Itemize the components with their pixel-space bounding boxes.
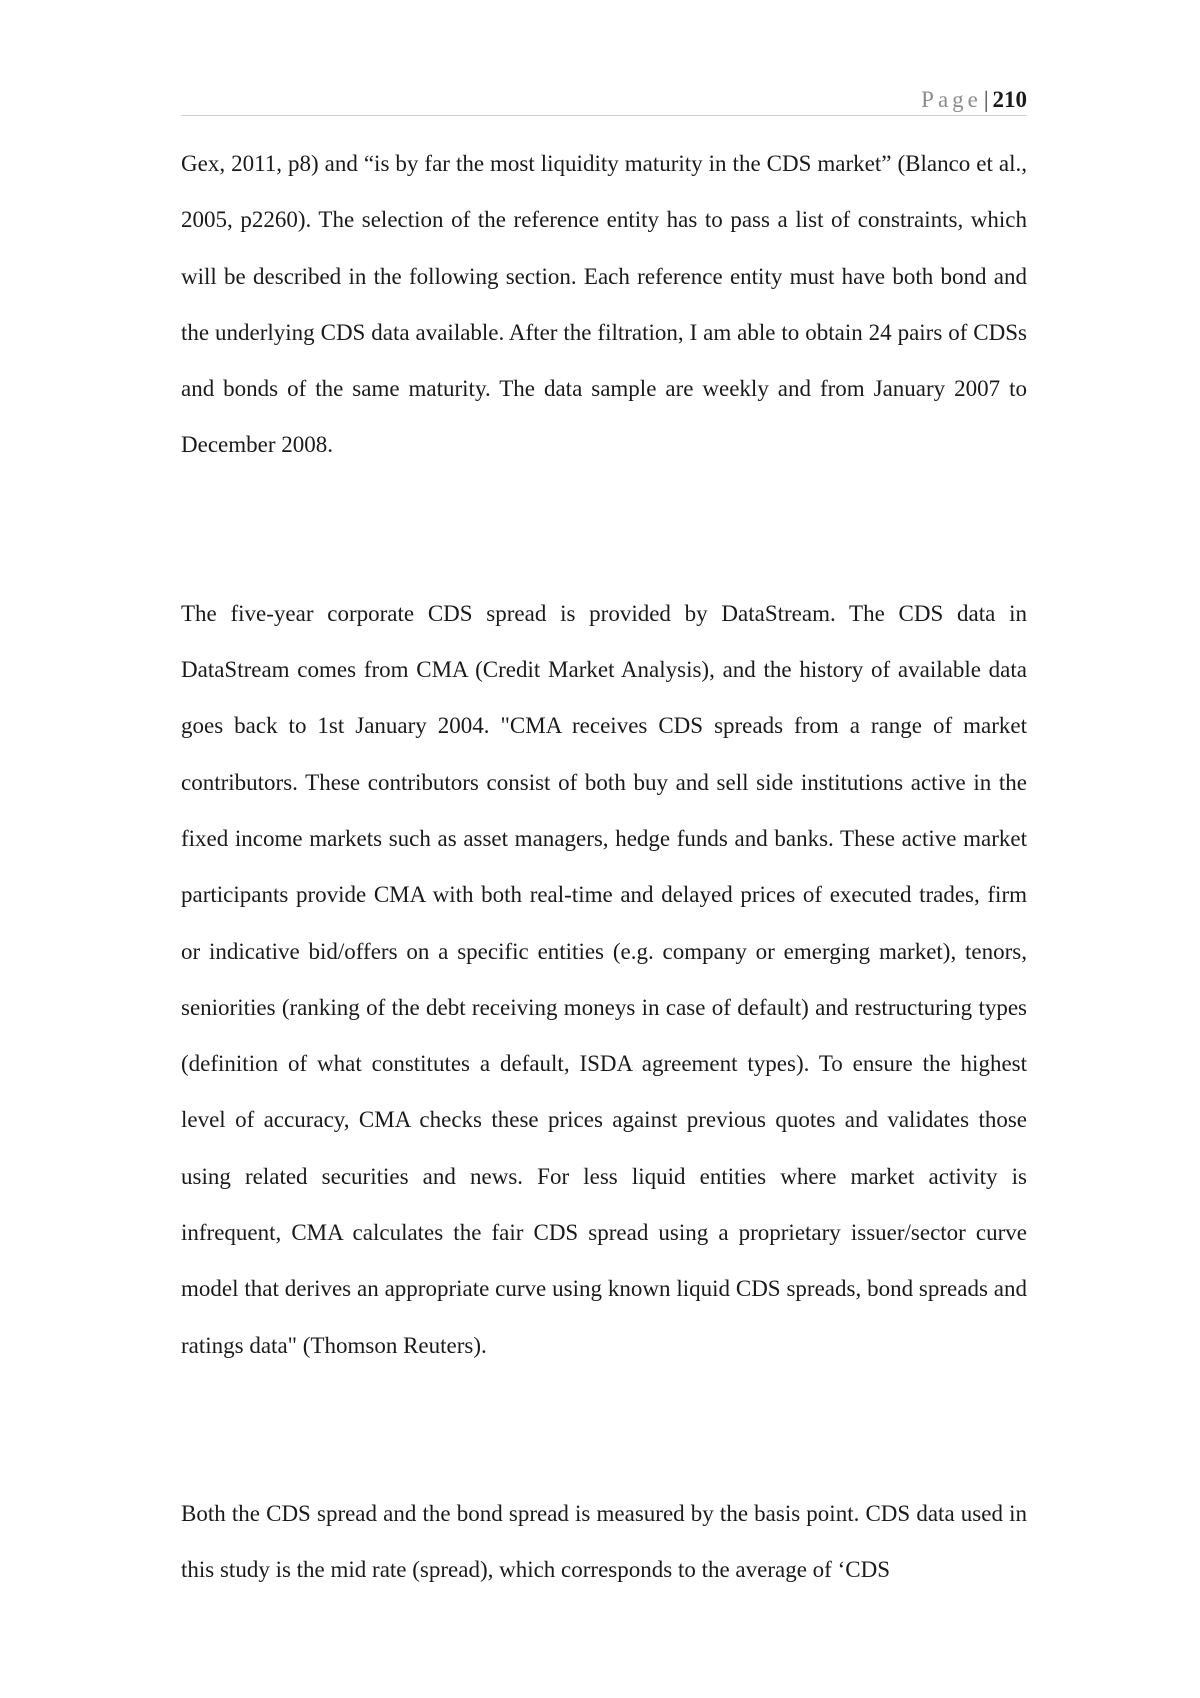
paragraph-sample-selection: Gex, 2011, p8) and “is by far the most liquidity maturity in the CDS market” (Blanco et al., 2005, p2260). The selection of the reference entity has to pass a list of constraints, which will be described in the following section. Each reference entity must have both bond and the underlying CDS data available. After the filtration, I am able to obtain 24 pairs of CDSs and bonds of the same maturity. The data sample are weekly and from January 2007 to December 2008. xyxy=(181,151,1027,458)
page-number: 210 xyxy=(992,87,1027,112)
page-separator: | xyxy=(983,87,989,112)
document-body xyxy=(181,136,1027,1599)
page-label: Page xyxy=(921,87,982,112)
paragraph-cds-data-source: The five-year corporate CDS spread is provided by DataStream. The CDS data in DataStream comes from CMA (Credit Market Analysis), and the history of available data goes back to 1st January 2004. "CMA receives CDS spreads from a range of market contributors. These contributors consist of both buy and sell side institutions active in the fixed income markets such as asset managers, hedge funds and banks. These active market participants provide CMA with both real-time and delayed prices of executed trades, firm or indicative bid/offers on a specific entities (e.g. company or emerging market), tenors, seniorities (ranking of the debt receiving moneys in case of default) and restructuring types (definition of what constitutes a default, ISDA agreement types). To ensure the highest level of accuracy, CMA checks these prices against previous quotes and validates those using related securities and news. For less liquid entities where market activity is infrequent, CMA calculates the fair CDS spread using a proprietary issuer/sector curve model that derives an appropriate curve using known liquid CDS spreads, bond spreads and ratings data" (Thomson Reuters). xyxy=(181,600,1027,1358)
paragraph-spread-measurement: Both the CDS spread and the bond spread is measured by the basis point. CDS data used in this study is the mid rate (spread), which corresponds to the average of ‘CDS xyxy=(181,1500,1027,1583)
page-header xyxy=(181,84,1027,116)
